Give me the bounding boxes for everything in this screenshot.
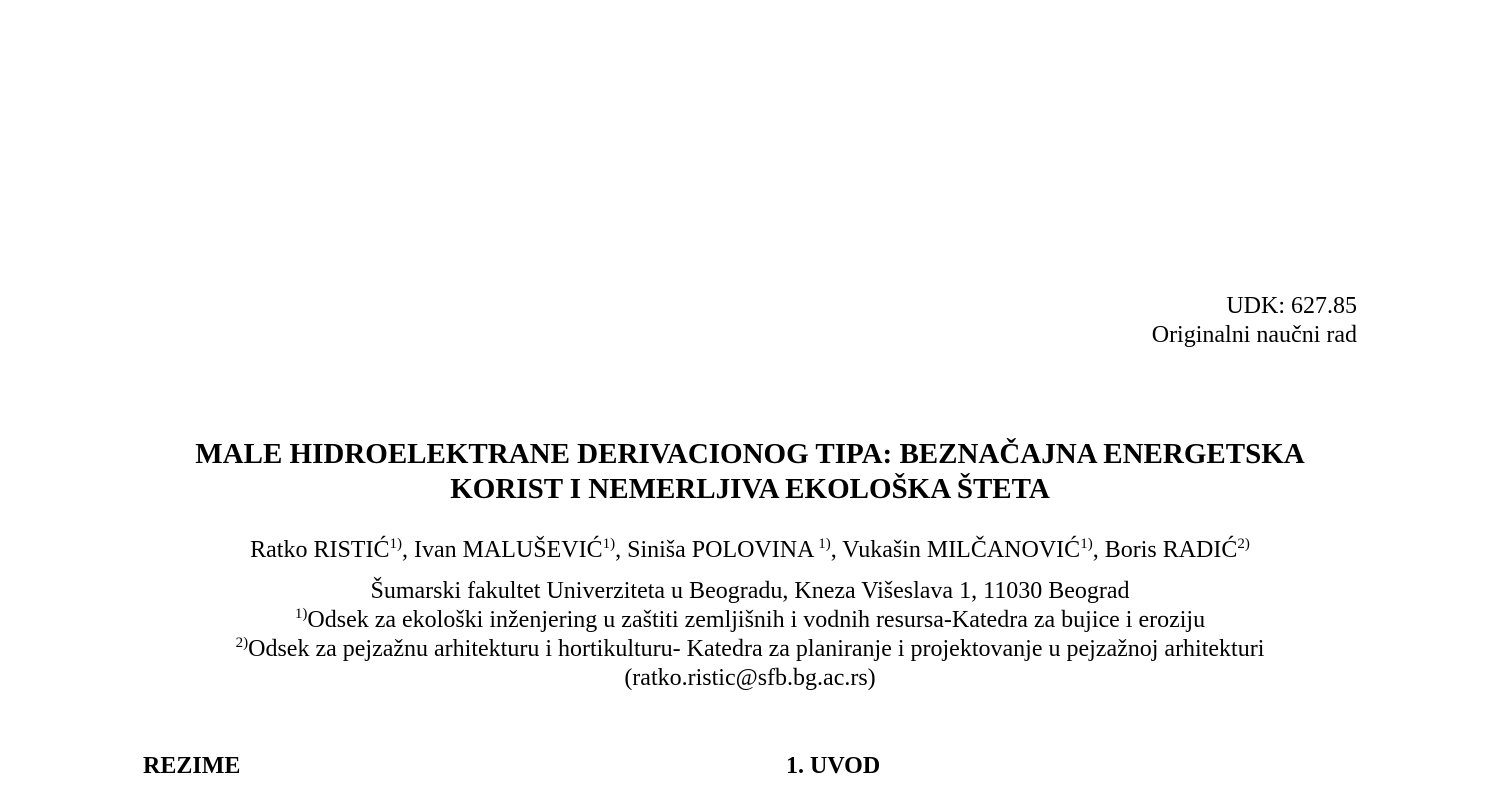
- author-separator: ,: [615, 537, 628, 563]
- affiliation-marker: 2): [235, 635, 249, 651]
- author-separator: ,: [1092, 537, 1105, 563]
- author-list: [0, 535, 1500, 565]
- department-name: Odsek za ekološki inženjering u zaštiti zemljišnih i vodnih resursa-Katedra za bujice i eroziju: [307, 607, 1206, 633]
- contact-email: (ratko.ristic@sfb.bg.ac.rs): [624, 665, 876, 691]
- author-separator: ,: [401, 537, 414, 563]
- udk-code: UDK: 627.85: [1226, 293, 1357, 319]
- affiliation-block: [0, 577, 1500, 693]
- author-affiliation-marker: 1): [814, 536, 831, 552]
- author-name: Ratko RISTIĆ: [250, 537, 390, 563]
- paper-type: Originalni naučni rad: [1151, 322, 1357, 348]
- affiliation-marker: 1): [294, 606, 308, 622]
- author: [842, 537, 1104, 563]
- section-heading-rezime: REZIME: [143, 753, 241, 779]
- author: [414, 537, 627, 563]
- paper-meta: [1152, 292, 1357, 350]
- author-name: Boris RADIĆ: [1104, 537, 1238, 563]
- section-heading-uvod: 1. UVOD: [786, 753, 881, 779]
- author: [627, 537, 842, 563]
- author-affiliation-marker: 2): [1237, 536, 1250, 552]
- institution-address: Šumarski fakultet Univerziteta u Beogradu, Kneza Višeslava 1, 11030 Beograd: [370, 578, 1130, 604]
- title-line-1: MALE HIDROELEKTRANE DERIVACIONOG TIPA: BEZNAČAJNA ENERGETSKA: [195, 438, 1305, 470]
- author-name: Ivan MALUŠEVIĆ: [413, 537, 603, 563]
- author-affiliation-marker: 1): [389, 536, 402, 552]
- author-name: Siniša POLOVINA: [627, 537, 815, 563]
- department-2: [0, 635, 1500, 664]
- author-affiliation-marker: 1): [602, 536, 616, 552]
- author: [1105, 537, 1250, 563]
- department-name: Odsek za pejzažnu arhitekturu i hortikulturu- Katedra za planiranje i projektovanje u pejzažnoj arhitekturi: [248, 636, 1265, 662]
- author-separator: ,: [830, 537, 843, 563]
- title-line-2: KORIST I NEMERLJIVA EKOLOŠKA ŠTETA: [450, 473, 1050, 505]
- department-1: [0, 606, 1500, 635]
- author-affiliation-marker: 1): [1080, 536, 1093, 552]
- author-name: Vukašin MILČANOVIĆ: [842, 537, 1081, 563]
- author: [250, 537, 414, 563]
- paper-title: [0, 437, 1500, 507]
